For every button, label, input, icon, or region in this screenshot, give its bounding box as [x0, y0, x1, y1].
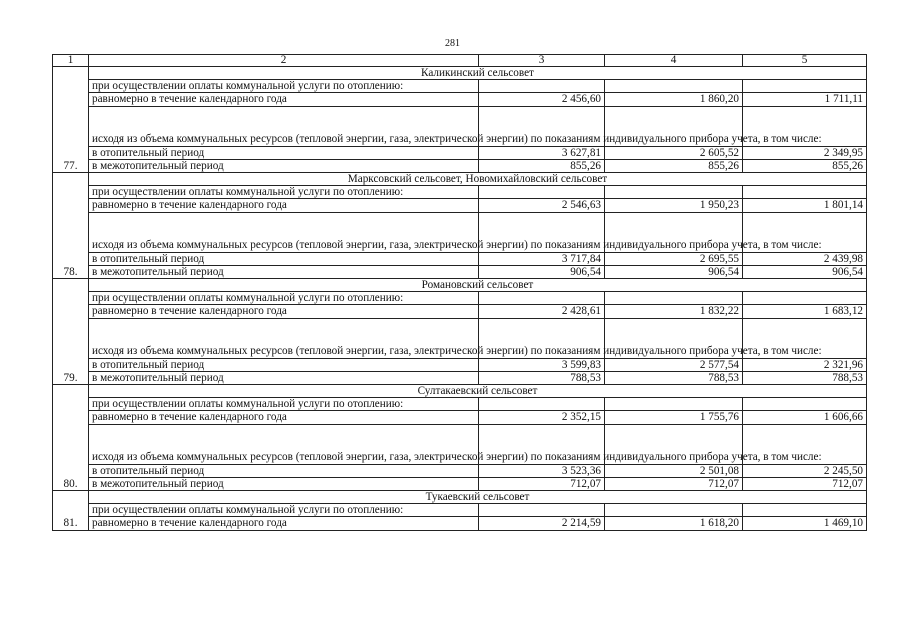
- empty-cell: [479, 186, 605, 199]
- heating-label-row: [53, 186, 867, 199]
- section-title-row: [53, 385, 867, 398]
- tariff-value: 3 717,84: [479, 252, 605, 265]
- row-label: исходя из объема коммунальных ресурсов (тепловой энергии, газа, электрической энергии) по показаниям индивидуального прибора учета, в том числе:: [89, 212, 479, 252]
- table-row: [53, 106, 867, 146]
- row-label: равномерно в течение календарного года: [89, 411, 479, 424]
- tariff-value: 2 428,61: [479, 305, 605, 318]
- table-row: [53, 93, 867, 106]
- tariff-value: 2 577,54: [605, 358, 743, 371]
- section-title-row: [53, 279, 867, 292]
- tariff-value: 2 321,96: [743, 358, 867, 371]
- tariff-value: 788,53: [743, 371, 867, 384]
- tariff-value: 788,53: [479, 371, 605, 384]
- empty-cell: [479, 80, 605, 93]
- row-label: в межотопительный период: [89, 371, 479, 384]
- table-row: [53, 424, 867, 464]
- empty-cell: [479, 292, 605, 305]
- tariff-value: 3 523,36: [479, 464, 605, 477]
- table-row: [53, 159, 867, 172]
- tariff-value: 1 683,12: [743, 305, 867, 318]
- table-row: [53, 411, 867, 424]
- column-number-row: [53, 55, 867, 67]
- tariff-value: 788,53: [605, 371, 743, 384]
- empty-cell: [605, 186, 743, 199]
- tariff-value: 2 245,50: [743, 464, 867, 477]
- row-label: в межотопительный период: [89, 159, 479, 172]
- tariff-value: 1 860,20: [605, 93, 743, 106]
- tariff-value: 712,07: [605, 477, 743, 490]
- empty-cell: [479, 504, 605, 517]
- section-title-row: [53, 173, 867, 186]
- table-row: [53, 464, 867, 477]
- row-label: равномерно в течение календарного года: [89, 93, 479, 106]
- heating-label: при осуществлении оплаты коммунальной услуги по отоплению:: [89, 80, 479, 93]
- row-label: исходя из объема коммунальных ресурсов (тепловой энергии, газа, электрической энергии) по показаниям индивидуального прибора учета, в том числе:: [89, 424, 479, 464]
- row-label: равномерно в течение календарного года: [89, 517, 479, 530]
- table-row: [53, 212, 867, 252]
- table-row: [53, 146, 867, 159]
- section-title: Тукаевский сельсовет: [89, 491, 867, 504]
- tariff-value: 2 501,08: [605, 464, 743, 477]
- section-title: Султакаевский сельсовет: [89, 385, 867, 398]
- column-header: 1: [53, 55, 89, 67]
- tariff-value: 2 456,60: [479, 93, 605, 106]
- section-title-row: [53, 67, 867, 80]
- table-row: [53, 265, 867, 278]
- table-row: [53, 305, 867, 318]
- tariff-value: 906,54: [479, 265, 605, 278]
- column-header: 4: [605, 55, 743, 67]
- row-label: равномерно в течение календарного года: [89, 305, 479, 318]
- heating-label: при осуществлении оплаты коммунальной услуги по отоплению:: [89, 504, 479, 517]
- tariff-value: 855,26: [605, 159, 743, 172]
- heating-label-row: [53, 292, 867, 305]
- empty-cell: [743, 398, 867, 411]
- row-label: исходя из объема коммунальных ресурсов (тепловой энергии, газа, электрической энергии) по показаниям индивидуального прибора учета, в том числе:: [89, 106, 479, 146]
- table-row: [53, 318, 867, 358]
- empty-cell: [743, 292, 867, 305]
- row-label: исходя из объема коммунальных ресурсов (тепловой энергии, газа, электрической энергии) по показаниям индивидуального прибора учета, в том числе:: [89, 318, 479, 358]
- column-header: 2: [89, 55, 479, 67]
- tariff-value: 2 605,52: [605, 146, 743, 159]
- tariff-value: 2 214,59: [479, 517, 605, 530]
- row-label: равномерно в течение календарного года: [89, 199, 479, 212]
- section-number: 81.: [53, 491, 89, 531]
- tariff-value: 2 352,15: [479, 411, 605, 424]
- row-label: в отопительный период: [89, 358, 479, 371]
- tariff-value: 855,26: [479, 159, 605, 172]
- column-header: 3: [479, 55, 605, 67]
- row-label: в межотопительный период: [89, 477, 479, 490]
- tariff-value: 1 950,23: [605, 199, 743, 212]
- tariff-value: 712,07: [743, 477, 867, 490]
- tariff-value: 1 755,76: [605, 411, 743, 424]
- table-body: [53, 67, 867, 531]
- section-number: 77.: [53, 67, 89, 173]
- empty-cell: [743, 186, 867, 199]
- tariff-value: 712,07: [479, 477, 605, 490]
- heating-label: при осуществлении оплаты коммунальной услуги по отоплению:: [89, 186, 479, 199]
- table-row: [53, 199, 867, 212]
- tariff-value: 3 627,81: [479, 146, 605, 159]
- tariff-value: 2 546,63: [479, 199, 605, 212]
- tariff-value: 3 599,83: [479, 358, 605, 371]
- heating-label-row: [53, 504, 867, 517]
- tariff-value: 2 349,95: [743, 146, 867, 159]
- section-number: 78.: [53, 173, 89, 279]
- tariff-value: 906,54: [743, 265, 867, 278]
- heating-label-row: [53, 398, 867, 411]
- empty-cell: [479, 398, 605, 411]
- tariff-table: [52, 54, 867, 531]
- table-row: [53, 371, 867, 384]
- tariff-value: 906,54: [605, 265, 743, 278]
- empty-cell: [605, 398, 743, 411]
- tariff-value: 1 606,66: [743, 411, 867, 424]
- empty-cell: [605, 504, 743, 517]
- table-row: [53, 358, 867, 371]
- tariff-value: 2 695,55: [605, 252, 743, 265]
- tariff-value: 1 832,22: [605, 305, 743, 318]
- tariff-value: 1 801,14: [743, 199, 867, 212]
- table-row: [53, 477, 867, 490]
- page-number: 281: [445, 38, 460, 49]
- tariff-value: 1 711,11: [743, 93, 867, 106]
- table-row: [53, 252, 867, 265]
- row-label: в отопительный период: [89, 252, 479, 265]
- section-title: Романовский сельсовет: [89, 279, 867, 292]
- section-number: 80.: [53, 385, 89, 491]
- section-title: Марксовский сельсовет, Новомихайловский сельсовет: [89, 173, 867, 186]
- tariff-value: 1 618,20: [605, 517, 743, 530]
- section-title-row: [53, 491, 867, 504]
- row-label: в отопительный период: [89, 146, 479, 159]
- empty-cell: [743, 504, 867, 517]
- heating-label: при осуществлении оплаты коммунальной услуги по отоплению:: [89, 292, 479, 305]
- empty-cell: [605, 80, 743, 93]
- section-title: Каликинский сельсовет: [89, 67, 867, 80]
- tariff-value: 2 439,98: [743, 252, 867, 265]
- heating-label-row: [53, 80, 867, 93]
- section-number: 79.: [53, 279, 89, 385]
- column-header: 5: [743, 55, 867, 67]
- row-label: в отопительный период: [89, 464, 479, 477]
- tariff-value: 1 469,10: [743, 517, 867, 530]
- row-label: в межотопительный период: [89, 265, 479, 278]
- empty-cell: [605, 292, 743, 305]
- table-row: [53, 517, 867, 530]
- empty-cell: [743, 80, 867, 93]
- heating-label: при осуществлении оплаты коммунальной услуги по отоплению:: [89, 398, 479, 411]
- tariff-value: 855,26: [743, 159, 867, 172]
